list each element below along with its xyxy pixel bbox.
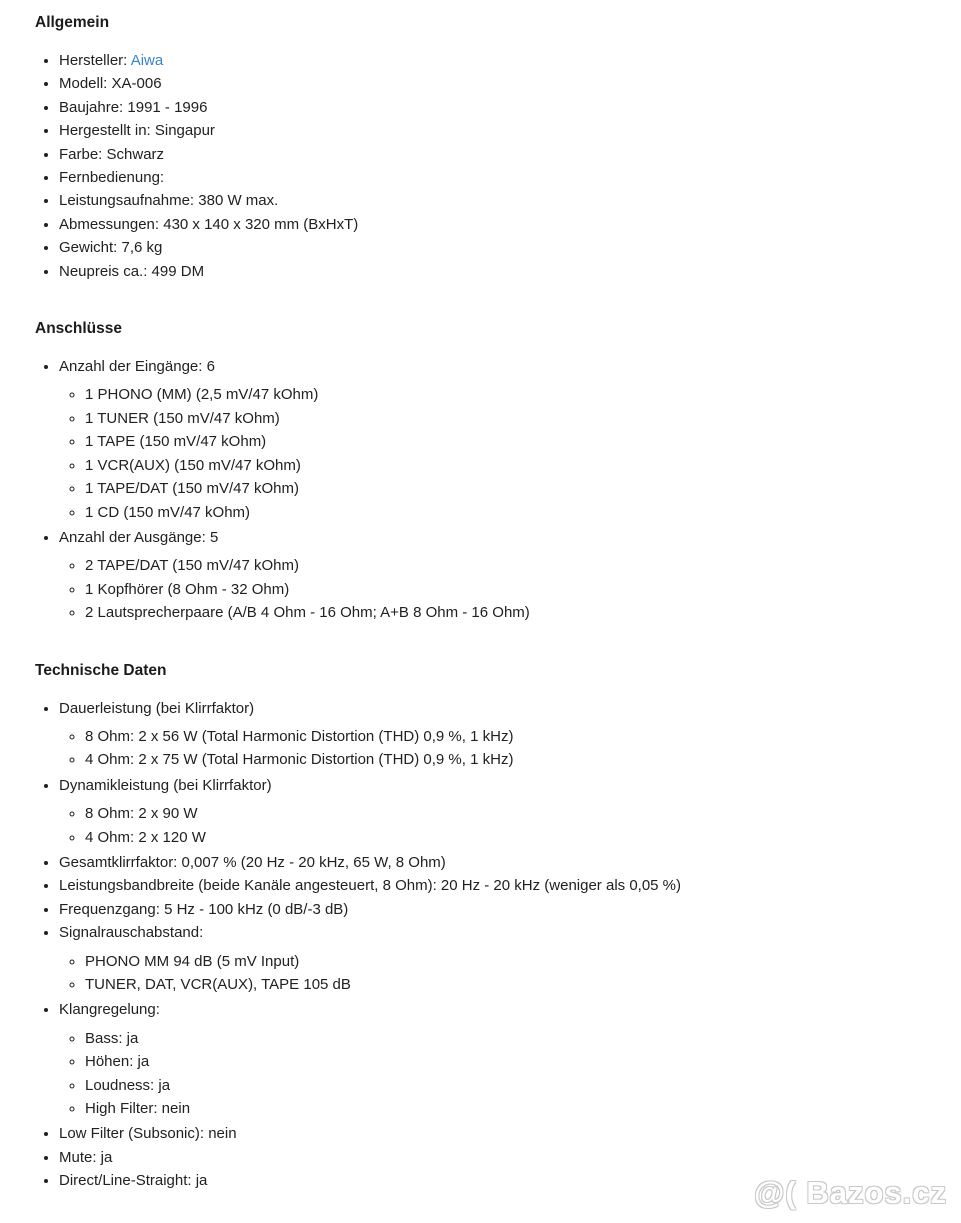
spec-item	[59, 166, 941, 189]
spec-sublist	[59, 383, 941, 523]
spec-item	[59, 874, 941, 897]
spec-item-text: Modell: XA-006	[59, 75, 162, 93]
spec-item	[59, 260, 941, 283]
spec-subitem: ◦ 4 Ohm: 2 x 75 W (Total Harmonic Distortion (THD) 0,9 %, 1 kHz)	[85, 748, 941, 771]
spec-subitem: ◦ 1 TAPE (150 mV/47 kOhm)	[85, 430, 941, 453]
spec-item-text: Gewicht: 7,6 kg	[59, 239, 163, 257]
spec-item	[59, 526, 941, 625]
spec-item	[59, 1122, 941, 1145]
spec-item	[59, 921, 941, 996]
section-list-allgemein	[35, 49, 941, 283]
section-anschluesse	[35, 319, 941, 624]
spec-item	[59, 213, 941, 236]
section-list-technische-daten	[35, 697, 941, 1193]
spec-item-text: Baujahre: 1991 - 1996	[59, 98, 208, 116]
spec-subitem: ◦ Höhen: ja	[85, 1050, 941, 1073]
spec-item	[59, 96, 941, 119]
bazos-watermark: @( Bazos.cz	[754, 1174, 947, 1210]
section-list-anschluesse	[35, 355, 941, 624]
spec-item	[59, 355, 941, 524]
spec-item-text: Farbe: Schwarz	[59, 145, 165, 163]
spec-item-text: Signalrauschabstand:	[59, 924, 204, 942]
spec-sublist	[59, 1027, 941, 1121]
spec-subitem: ◦ 1 CD (150 mV/47 kOhm)	[85, 501, 941, 524]
spec-item-text: Klangregelung:	[59, 1001, 160, 1019]
spec-sublist	[59, 950, 941, 997]
spec-item-text: Frequenzgang: 5 Hz - 100 kHz (0 dB/-3 dB)	[59, 900, 349, 918]
spec-subitem: ◦ 1 TAPE/DAT (150 mV/47 kOhm)	[85, 477, 941, 500]
spec-item	[59, 774, 941, 849]
manufacturer-link[interactable]: Aiwa	[130, 52, 164, 69]
spec-item-text: Mute: ja	[59, 1148, 113, 1166]
spec-subitem: ◦ 8 Ohm: 2 x 56 W (Total Harmonic Distortion (THD) 0,9 %, 1 kHz)	[85, 725, 941, 748]
spec-item	[59, 189, 941, 212]
spec-item	[59, 697, 941, 772]
spec-item	[59, 998, 941, 1120]
spec-sublist	[59, 554, 941, 624]
section-allgemein	[35, 13, 941, 283]
section-heading-technische-daten: Technische Daten	[35, 661, 167, 679]
spec-item	[59, 236, 941, 259]
spec-item	[59, 49, 941, 72]
spec-item	[59, 898, 941, 921]
spec-subitem: ◦ 2 TAPE/DAT (150 mV/47 kOhm)	[85, 554, 941, 577]
spec-item-text: Anzahl der Ausgänge: 5	[59, 528, 219, 546]
section-heading-allgemein: Allgemein	[35, 14, 110, 31]
spec-item-text: Dauerleistung (bei Klirrfaktor)	[59, 699, 255, 717]
spec-item-text: Direct/Line-Straight: ja	[59, 1172, 208, 1190]
spec-item-text: Hersteller:	[59, 52, 131, 69]
section-technische-daten	[35, 661, 941, 1193]
spec-item-text: Dynamikleistung (bei Klirrfaktor)	[59, 776, 272, 794]
spec-item	[59, 72, 941, 95]
spec-subitem: ◦ 4 Ohm: 2 x 120 W	[85, 826, 941, 849]
spec-subitem: ◦ 2 Lautsprecherpaare (A/B 4 Ohm - 16 Ohm; A+B 8 Ohm - 16 Ohm)	[85, 601, 941, 624]
spec-subitem: ◦ Loudness: ja	[85, 1074, 941, 1097]
spec-item-text: Gesamtklirrfaktor: 0,007 % (20 Hz - 20 kHz, 65 W, 8 Ohm)	[59, 853, 446, 871]
spec-item	[59, 143, 941, 166]
spec-subitem: ◦ Bass: ja	[85, 1027, 941, 1050]
spec-item-text: Fernbedienung:	[59, 169, 165, 187]
spec-item	[59, 1146, 941, 1169]
spec-sublist	[59, 802, 941, 849]
spec-item-text: Abmessungen: 430 x 140 x 320 mm (BxHxT)	[59, 215, 359, 233]
spec-item	[59, 119, 941, 142]
spec-subitem: ◦ 1 TUNER (150 mV/47 kOhm)	[85, 407, 941, 430]
section-heading-anschluesse: Anschlüsse	[35, 320, 123, 338]
spec-subitem: ◦ 1 VCR(AUX) (150 mV/47 kOhm)	[85, 454, 941, 477]
spec-subitem: ◦ 1 Kopfhörer (8 Ohm - 32 Ohm)	[85, 578, 941, 601]
spec-subitem: ◦ 8 Ohm: 2 x 90 W	[85, 802, 941, 825]
spec-sublist	[59, 725, 941, 772]
spec-subitem: ◦ High Filter: nein	[85, 1097, 941, 1120]
spec-subitem: ◦ 1 PHONO (MM) (2,5 mV/47 kOhm)	[85, 383, 941, 406]
spec-item	[59, 851, 941, 874]
spec-item-text: Low Filter (Subsonic): nein	[59, 1125, 237, 1143]
spec-item-text: Neupreis ca.: 499 DM	[59, 262, 205, 280]
spec-item-text: Leistungsaufnahme: 380 W max.	[59, 192, 279, 210]
spec-subitem: ◦ PHONO MM 94 dB (5 mV Input)	[85, 950, 941, 973]
spec-item-text: Hergestellt in: Singapur	[59, 122, 215, 140]
spec-subitem: ◦ TUNER, DAT, VCR(AUX), TAPE 105 dB	[85, 973, 941, 996]
spec-item-text: Anzahl der Eingänge: 6	[59, 358, 215, 376]
spec-item-text: Leistungsbandbreite (beide Kanäle angesteuert, 8 Ohm): 20 Hz - 20 kHz (weniger als 0,05 %)	[59, 877, 682, 895]
